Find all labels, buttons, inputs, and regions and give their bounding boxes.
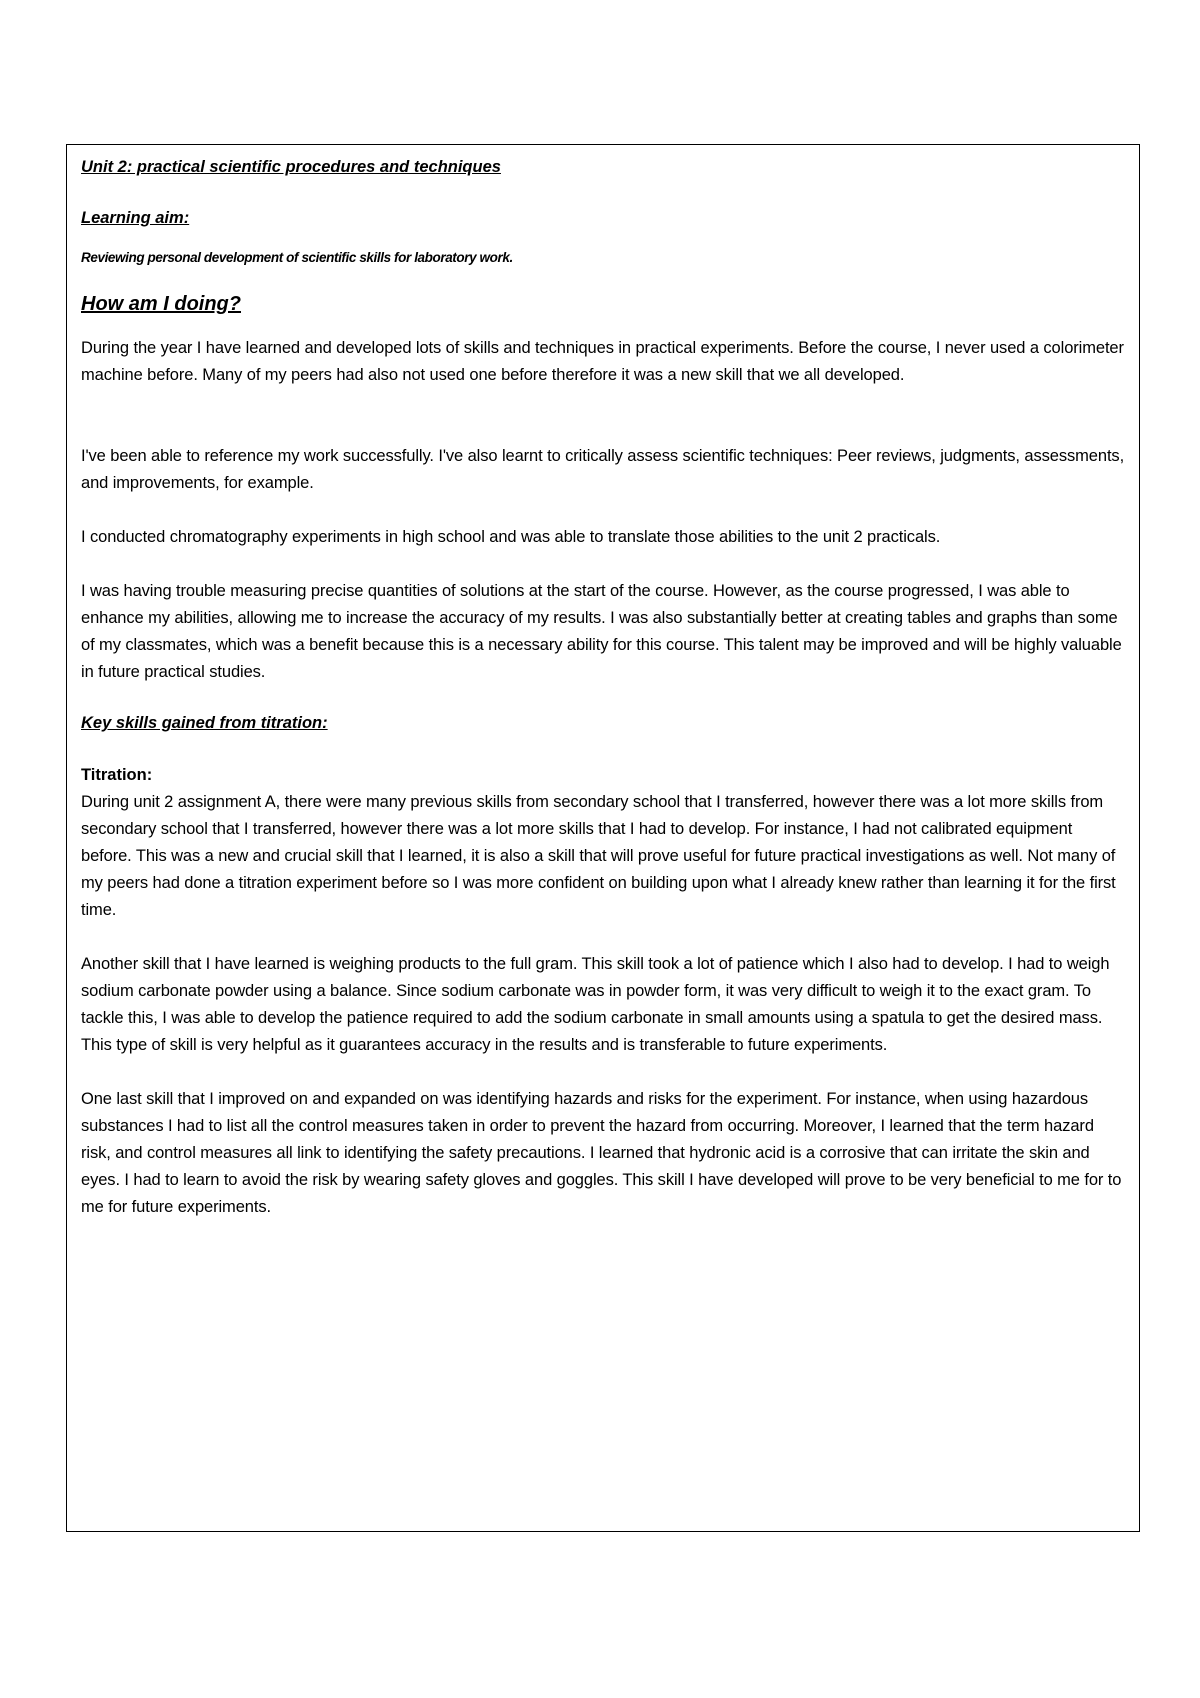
- paragraph-hazards: One last skill that I improved on and expanded on was identifying hazards and risks for the experiment. For instance, when using hazardous substances I had to list all the control measures taken in order to prevent the hazard from occurring. Moreover, I learned that the term hazard risk, and control measures all link to identifying the safety precautions. I learned that hydronic acid is a corrosive that can irritate the skin and eyes. I had to learn to avoid the risk by wearing safety gloves and goggles. This skill I have developed will prove to be very beneficial to me for to me for future experiments.: [81, 1090, 1122, 1216]
- paragraph-measuring: I was having trouble measuring precise quantities of solutions at the start of the course. However, as the course progressed, I was able to enhance my abilities, allowing me to increase the accuracy of my results. I was also substantially better at creating tables and graphs than some of my classmates, which was a benefit because this is a necessary ability for this course. This talent may be improved and will be highly valuable in future practical studies.: [81, 582, 1122, 681]
- learning-aim-text: Reviewing personal development of scientific skills for laboratory work.: [81, 250, 513, 265]
- paragraph-weighing: Another skill that I have learned is weighing products to the full gram. This skill took a lot of patience which I also had to develop. I had to weigh sodium carbonate powder using a balance. Since sodium carbonate was in powder form, it was very difficult to weigh it to the exact gram. To tackle this, I was able to develop the patience required to add the sodium carbonate in small amounts using a spatula to get the desired mass. This type of skill is very helpful as it guarantees accuracy in the results and is transferable to future experiments.: [81, 955, 1110, 1054]
- unit-title: Unit 2: practical scientific procedures and techniques: [81, 158, 501, 176]
- key-skills-heading: Key skills gained from titration:: [81, 714, 328, 732]
- titration-label: Titration:: [81, 766, 153, 784]
- section-heading: How am I doing?: [81, 293, 241, 315]
- paragraph-colorimeter: During the year I have learned and developed lots of skills and techniques in practical experiments. Before the course, I never used a colorimeter machine before. Many of my peers had also not used one before therefore it was a new skill that we all developed.: [81, 339, 1124, 384]
- paragraph-chromatography: I conducted chromatography experiments in high school and was able to translate those abilities to the unit 2 practicals.: [81, 528, 941, 546]
- paragraph-referencing: I've been able to reference my work successfully. I've also learnt to critically assess scientific techniques: Peer reviews, judgments, assessments, and improvements, for example.: [81, 447, 1125, 492]
- paragraph-titration: During unit 2 assignment A, there were many previous skills from secondary school that I transferred, however there was a lot more skills from secondary school that I transferred, however there was a lot more skills that I had to develop. For instance, I had not calibrated equipment before. This was a new and crucial skill that I learned, it is also a skill that will prove useful for future practical investigations as well. Not many of my peers had done a titration experiment before so I was more confident on building upon what I already knew rather than learning it for the first time.: [81, 793, 1116, 919]
- learning-aim-label: Learning aim:: [81, 209, 190, 227]
- document-frame: [66, 144, 1140, 1532]
